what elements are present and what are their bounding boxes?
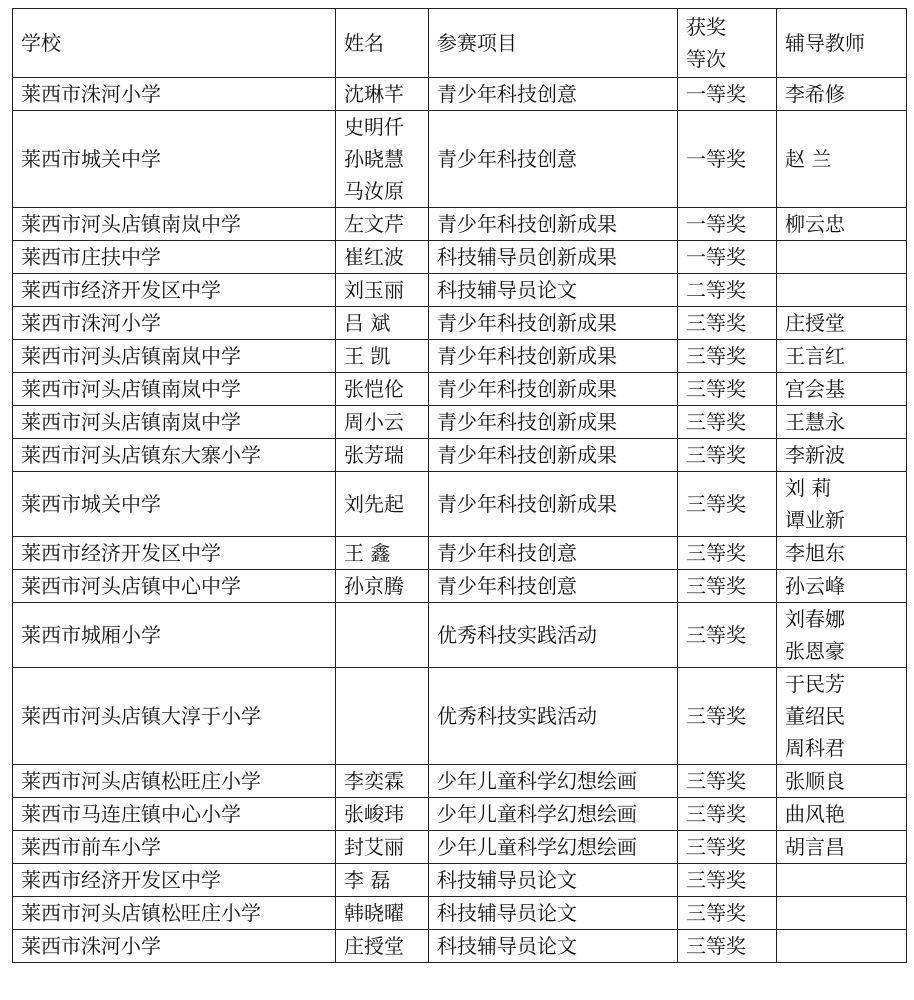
- cell-award: 三等奖: [678, 930, 777, 963]
- cell-school: 莱西市前车小学: [13, 831, 336, 864]
- cell-teacher-line: 张恩豪: [785, 639, 845, 663]
- table-row: [13, 340, 907, 373]
- header-award-line: 等次: [686, 47, 726, 71]
- cell-award: 三等奖: [678, 897, 777, 930]
- cell-award: 一等奖: [678, 111, 777, 208]
- cell-teacher: [777, 864, 907, 897]
- cell-name: [336, 274, 429, 307]
- cell-teacher: [777, 472, 907, 537]
- cell-teacher: [777, 340, 907, 373]
- cell-name-line: 李奕霖: [344, 769, 404, 793]
- cell-award: 三等奖: [678, 373, 777, 406]
- cell-name: [336, 831, 429, 864]
- cell-award: 三等奖: [678, 864, 777, 897]
- header-award: [678, 9, 777, 78]
- cell-teacher: [777, 570, 907, 603]
- table-row: [13, 274, 907, 307]
- cell-school: 莱西市城厢小学: [13, 603, 336, 668]
- cell-project: 少年儿童科学幻想绘画: [429, 765, 678, 798]
- cell-name-line: 庄授堂: [344, 934, 404, 958]
- cell-teacher: [777, 78, 907, 111]
- cell-school: 莱西市河头店镇大淳于小学: [13, 668, 336, 765]
- header-project: 参赛项目: [429, 9, 678, 78]
- cell-school: 莱西市城关中学: [13, 111, 336, 208]
- cell-award: 三等奖: [678, 668, 777, 765]
- cell-project: 科技辅导员创新成果: [429, 241, 678, 274]
- table-row: [13, 603, 907, 668]
- cell-project: 青少年科技创意: [429, 111, 678, 208]
- cell-name: [336, 765, 429, 798]
- cell-name-line: 沈琳芊: [344, 82, 404, 106]
- award-table: [12, 8, 907, 963]
- cell-teacher-line: 李旭东: [785, 541, 845, 565]
- table-row: [13, 406, 907, 439]
- cell-teacher: [777, 798, 907, 831]
- cell-award: 三等奖: [678, 340, 777, 373]
- cell-teacher-line: 王言红: [785, 344, 845, 368]
- cell-teacher-line: 李新波: [785, 443, 845, 467]
- table-row: [13, 241, 907, 274]
- table-row: [13, 864, 907, 897]
- cell-teacher: [777, 897, 907, 930]
- cell-name: [336, 798, 429, 831]
- cell-name: [336, 373, 429, 406]
- cell-teacher: [777, 765, 907, 798]
- cell-teacher-line: 张顺良: [785, 769, 845, 793]
- table-row: [13, 307, 907, 340]
- table-row: [13, 897, 907, 930]
- cell-name: [336, 111, 429, 208]
- cell-name-line: 史明仟: [344, 115, 404, 139]
- cell-name: [336, 439, 429, 472]
- table-row: [13, 472, 907, 537]
- cell-project: 优秀科技实践活动: [429, 603, 678, 668]
- cell-school: 莱西市马连庄镇中心小学: [13, 798, 336, 831]
- cell-teacher: [777, 111, 907, 208]
- cell-school: 莱西市河头店镇南岚中学: [13, 340, 336, 373]
- cell-teacher: [777, 208, 907, 241]
- table-row: [13, 570, 907, 603]
- header-name: 姓名: [336, 9, 429, 78]
- cell-school: 莱西市河头店镇东大寨小学: [13, 439, 336, 472]
- cell-name: [336, 307, 429, 340]
- cell-award: 三等奖: [678, 798, 777, 831]
- cell-school: 莱西市城关中学: [13, 472, 336, 537]
- cell-award: 三等奖: [678, 765, 777, 798]
- cell-teacher-line: 谭业新: [785, 508, 845, 532]
- cell-project: 青少年科技创新成果: [429, 373, 678, 406]
- cell-name-line: 韩晓曜: [344, 901, 404, 925]
- cell-teacher-line: 王慧永: [785, 410, 845, 434]
- cell-school: 莱西市河头店镇中心中学: [13, 570, 336, 603]
- cell-name: [336, 603, 429, 668]
- cell-name: [336, 208, 429, 241]
- cell-school: 莱西市河头店镇松旺庄小学: [13, 897, 336, 930]
- cell-name: [336, 668, 429, 765]
- cell-name-line: 张芳瑞: [344, 443, 404, 467]
- cell-teacher: [777, 439, 907, 472]
- cell-school: 莱西市河头店镇松旺庄小学: [13, 765, 336, 798]
- cell-school: 莱西市河头店镇南岚中学: [13, 208, 336, 241]
- cell-teacher-line: 曲风艳: [785, 802, 845, 826]
- cell-teacher: [777, 307, 907, 340]
- cell-school: 莱西市洙河小学: [13, 930, 336, 963]
- cell-name-line: 张恺伦: [344, 377, 404, 401]
- cell-teacher: [777, 406, 907, 439]
- cell-teacher-line: 柳云忠: [785, 212, 845, 236]
- cell-project: 青少年科技创新成果: [429, 307, 678, 340]
- cell-name: [336, 537, 429, 570]
- cell-project: 优秀科技实践活动: [429, 668, 678, 765]
- cell-project: 少年儿童科学幻想绘画: [429, 798, 678, 831]
- table-row: [13, 439, 907, 472]
- cell-name-line: 刘先起: [344, 492, 404, 516]
- cell-name-line: 吕 斌: [344, 311, 391, 335]
- cell-name-line: 王 鑫: [344, 541, 391, 565]
- cell-name-line: 马汝原: [344, 179, 404, 203]
- cell-name: [336, 864, 429, 897]
- cell-project: 青少年科技创新成果: [429, 472, 678, 537]
- cell-project: 科技辅导员论文: [429, 897, 678, 930]
- cell-school: 莱西市庄扶中学: [13, 241, 336, 274]
- cell-name: [336, 78, 429, 111]
- cell-award: 三等奖: [678, 472, 777, 537]
- cell-award: 三等奖: [678, 537, 777, 570]
- table-body: [13, 78, 907, 963]
- cell-project: 青少年科技创新成果: [429, 439, 678, 472]
- cell-teacher-line: 李希修: [785, 82, 845, 106]
- cell-teacher-line: 胡言昌: [785, 835, 845, 859]
- cell-project: 青少年科技创新成果: [429, 208, 678, 241]
- cell-project: 科技辅导员论文: [429, 274, 678, 307]
- cell-teacher-line: 赵 兰: [785, 147, 832, 171]
- cell-teacher-line: 刘春娜: [785, 607, 845, 631]
- cell-teacher: [777, 668, 907, 765]
- cell-school: 莱西市洙河小学: [13, 78, 336, 111]
- cell-award: 三等奖: [678, 831, 777, 864]
- header-school: 学校: [13, 9, 336, 78]
- cell-teacher-line: 刘 莉: [785, 476, 832, 500]
- cell-school: 莱西市经济开发区中学: [13, 274, 336, 307]
- cell-award: 三等奖: [678, 603, 777, 668]
- cell-teacher-line: 周科君: [785, 736, 845, 760]
- cell-project: 青少年科技创新成果: [429, 406, 678, 439]
- cell-award: 三等奖: [678, 406, 777, 439]
- cell-name-line: 崔红波: [344, 245, 404, 269]
- cell-name: [336, 930, 429, 963]
- cell-name: [336, 241, 429, 274]
- table-row: [13, 373, 907, 406]
- table-row: [13, 111, 907, 208]
- table-row: [13, 668, 907, 765]
- cell-award: 一等奖: [678, 241, 777, 274]
- table-row: [13, 208, 907, 241]
- cell-teacher: [777, 603, 907, 668]
- cell-name-line: 周小云: [344, 410, 404, 434]
- cell-project: 科技辅导员论文: [429, 864, 678, 897]
- header-row: [13, 9, 907, 78]
- cell-teacher: [777, 373, 907, 406]
- cell-name: [336, 897, 429, 930]
- cell-award: 三等奖: [678, 307, 777, 340]
- table-row: [13, 537, 907, 570]
- cell-name: [336, 340, 429, 373]
- cell-teacher: [777, 537, 907, 570]
- cell-teacher-line: 宫会基: [785, 377, 845, 401]
- header-teacher: 辅导教师: [777, 9, 907, 78]
- cell-name-line: 李 磊: [344, 868, 391, 892]
- table-row: [13, 831, 907, 864]
- cell-teacher: [777, 274, 907, 307]
- cell-project: 青少年科技创意: [429, 537, 678, 570]
- cell-award: 三等奖: [678, 570, 777, 603]
- cell-name-line: 刘玉丽: [344, 278, 404, 302]
- cell-name-line: 左文芹: [344, 212, 404, 236]
- cell-project: 少年儿童科学幻想绘画: [429, 831, 678, 864]
- table-row: [13, 78, 907, 111]
- table-row: [13, 930, 907, 963]
- cell-name: [336, 406, 429, 439]
- cell-award: 二等奖: [678, 274, 777, 307]
- cell-teacher: [777, 831, 907, 864]
- cell-school: 莱西市经济开发区中学: [13, 864, 336, 897]
- cell-teacher: [777, 930, 907, 963]
- table-row: [13, 798, 907, 831]
- cell-name: [336, 570, 429, 603]
- cell-name-line: 孙晓慧: [344, 147, 404, 171]
- cell-school: 莱西市河头店镇南岚中学: [13, 373, 336, 406]
- cell-teacher-line: 孙云峰: [785, 574, 845, 598]
- cell-school: 莱西市河头店镇南岚中学: [13, 406, 336, 439]
- cell-project: 青少年科技创意: [429, 78, 678, 111]
- cell-school: 莱西市洙河小学: [13, 307, 336, 340]
- cell-teacher-line: 庄授堂: [785, 311, 845, 335]
- cell-name-line: 王 凯: [344, 344, 391, 368]
- cell-teacher-line: 董绍民: [785, 704, 845, 728]
- cell-award: 一等奖: [678, 208, 777, 241]
- cell-name: [336, 472, 429, 537]
- cell-award: 一等奖: [678, 78, 777, 111]
- table-row: [13, 765, 907, 798]
- cell-award: 三等奖: [678, 439, 777, 472]
- cell-project: 青少年科技创意: [429, 570, 678, 603]
- cell-name-line: 孙京腾: [344, 574, 404, 598]
- header-award-line: 获奖: [686, 15, 726, 39]
- cell-name-line: 张峻玮: [344, 802, 404, 826]
- cell-name-line: 封艾丽: [344, 835, 404, 859]
- cell-school: 莱西市经济开发区中学: [13, 537, 336, 570]
- cell-project: 科技辅导员论文: [429, 930, 678, 963]
- cell-project: 青少年科技创新成果: [429, 340, 678, 373]
- cell-teacher-line: 于民芳: [785, 672, 845, 696]
- cell-teacher: [777, 241, 907, 274]
